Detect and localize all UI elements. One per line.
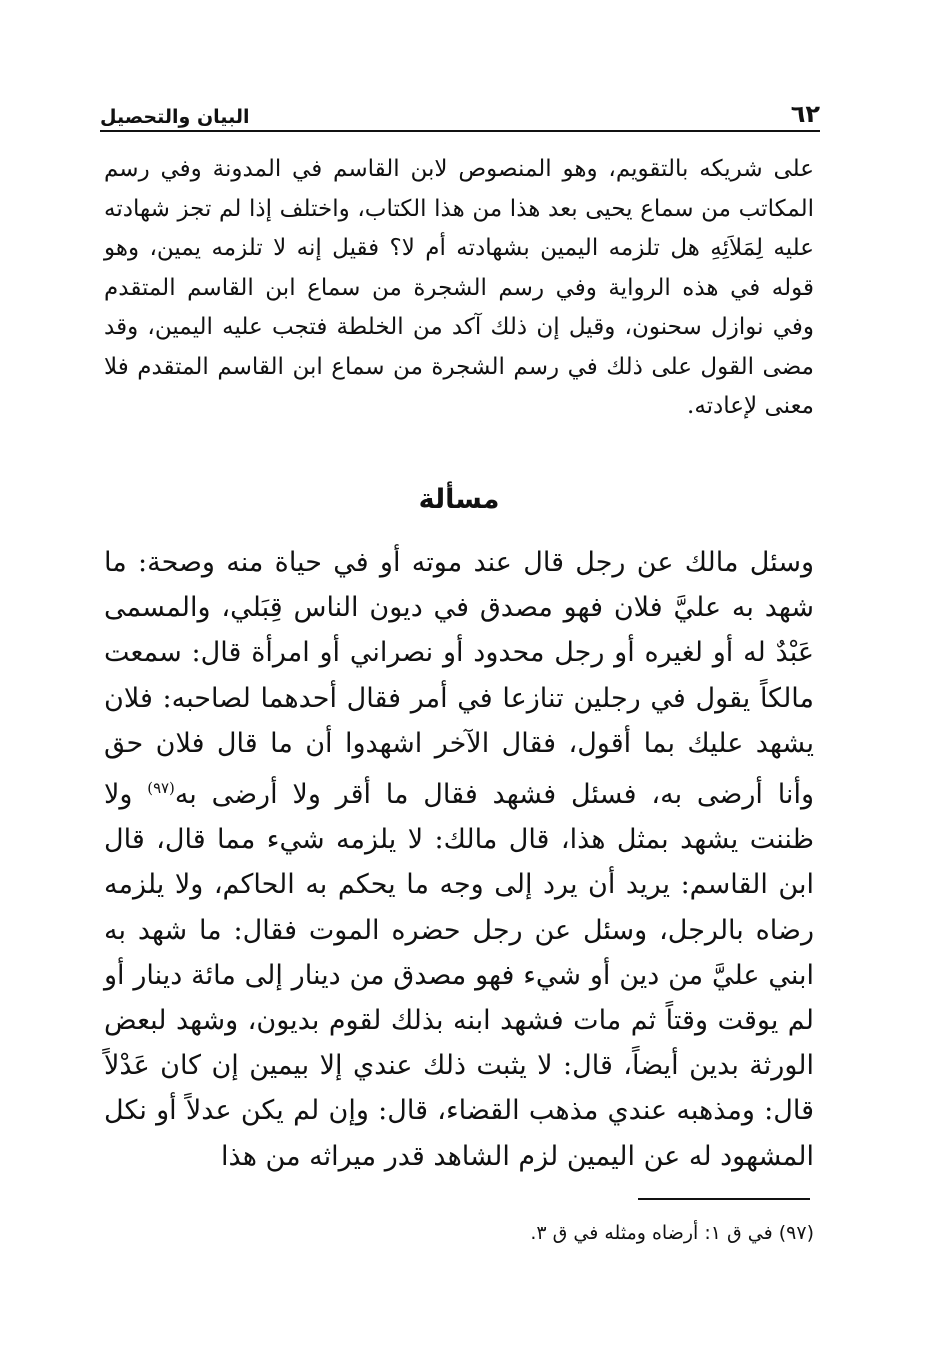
running-title: البيان والتحصيل xyxy=(100,106,250,128)
footnote-rule xyxy=(638,1198,810,1200)
intro-paragraph: على شريكه بالتقويم، وهو المنصوص لابن القاسم في المدونة وفي رسم المكاتب من سماع يحيى بعد هذا من هذا الكتاب، واختلف إذا لم تجز شهادته عليه لِمَلاَئِهِ هل تلزمه اليمين بشهادته أم لا؟ فقيل إنه لا تلزمه يمين، وهو قوله في هذه الرواية وفي رسم الشجرة من سماع ابن القاسم المتقدم وفي نوازل سحنون، وقيل إن ذلك آكد من الخلطة فتجب عليه اليمين، وقد مضى القول على ذلك في رسم الشجرة من سماع ابن القاسم المتقدم فلا معنى لإعادته. xyxy=(104,156,814,419)
footnote-reference: (٩٧) xyxy=(147,779,175,798)
header-rule xyxy=(100,130,820,132)
body-paragraph xyxy=(104,540,814,1179)
footnote: (٩٧) في ق ١: أرضاه ومثله في ق ٣. xyxy=(530,1222,814,1244)
page-number: ٦٢ xyxy=(790,100,820,128)
body-text-after-mark: ولا ظننت يشهد بمثل هذا، قال مالك: لا يلزمه شيء مما قال، قال ابن القاسم: يريد أن يرد إلى وجه ما يحكم به الحاكم، ولا يلزمه رضاه بالرجل، وسئل عن رجل حضره الموت فقال: ما شهد به ابني عليَّ من دين أو شيء فهو مصدق من دينار إلى مائة دينار أو لم يوقت وقتاً ثم مات فشهد ابنه بذلك لقوم بديون، وشهد لبعض الورثة بدين أيضاً، قال: لا يثبت ذلك عندي إلا بيمين إن كان عَدْلاً قال: ومذهبه عندي مذهب القضاء، قال: وإن لم يكن عدلاً أو نكل المشهود له عن اليمين لزم الشاهد قدر ميراثه من هذا xyxy=(104,779,814,1172)
section-heading: مسألة xyxy=(418,484,500,515)
body-section xyxy=(104,540,814,1179)
intro-section xyxy=(104,150,814,427)
body-text-before-mark: وسئل مالك عن رجل قال عند موته أو في حياة منه وصحة: ما شهد به عليَّ فلان فهو مصدق في ديون الناس قِبَلي، والمسمى عَبْدٌ له أو لغيره أو رجل محدود أو نصراني أو امرأة قال: سمعت مالكاً يقول في رجلين تنازعا في أمر فقال أحدهما لصاحبه: فلان يشهد عليك بما أقول، فقال الآخر اشهدوا أن ما قال فلان حق وأنا أرضى به، فسئل فشهد فقال ما أقر ولا أرضى به xyxy=(104,547,814,811)
page-header xyxy=(100,88,820,128)
